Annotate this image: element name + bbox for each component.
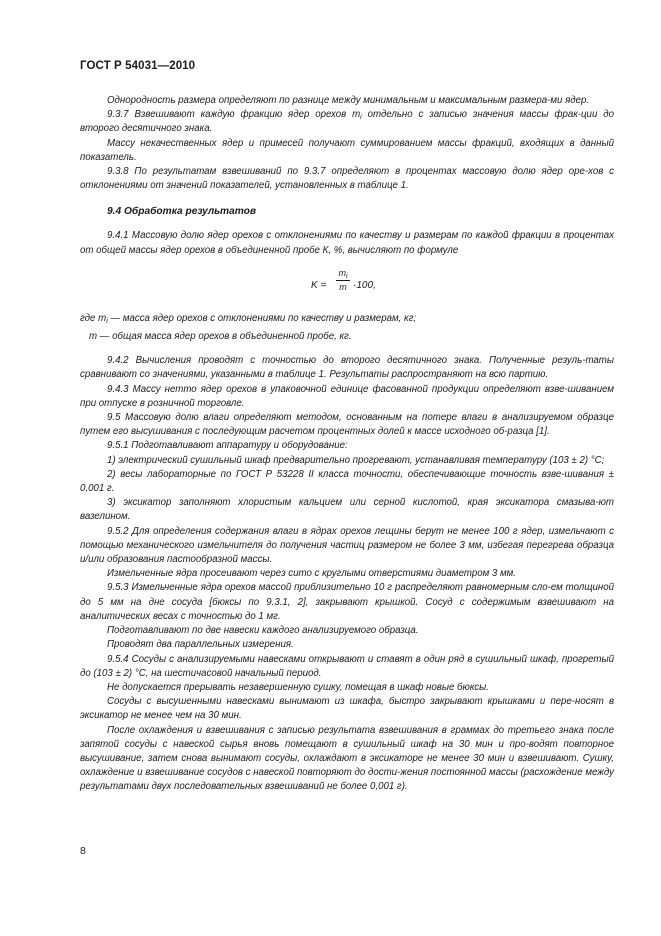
- formula-lhs: K =: [311, 279, 327, 291]
- paragraph-951: 9.5.1 Подготавливают аппаратуру и оборудование:: [107, 440, 348, 452]
- paragraph: Однородность размера определяют по разнице между минимальным и максимальным размера-ми ядер.: [107, 95, 590, 106]
- paragraph-937: [80, 108, 614, 136]
- formula-denominator: m: [339, 281, 347, 292]
- paragraph-954: 9.5.4 Сосуды с анализируемыми навесками открывают и ставят в один ряд в сушильный шкаф, прогретый до (103 ± 2) °С, на шестичасовой начальный период.: [80, 653, 614, 679]
- formula-numerator: $m_i$: [338, 267, 348, 280]
- paragraph: Проводят два параллельных измерения.: [107, 639, 294, 651]
- document-body: [80, 94, 614, 795]
- formula-where-2: m — общая масса ядер орехов в объединенной пробе, кг.: [89, 331, 352, 343]
- subscript: i: [360, 114, 362, 122]
- paragraph: Измельченные ядра просеивают через сито с круглыми отверстиями диаметром 3 мм.: [107, 568, 516, 580]
- numerator-subscript: i: [345, 272, 348, 280]
- paragraph-95: 9.5 Массовую долю влаги определяют методом, основанным на потере влаги в анализируемом образце путем его высушивания с последующим расчетом процентных долей к массе исходного об-разца [1].: [80, 412, 614, 438]
- page-number: 8: [80, 845, 86, 857]
- paragraph: После охлаждения и взвешивания с записью результата взвешивания в граммах до третьего знака после запятой сосуды с навеской сырья вновь помещают в сушильный шкаф на 30 мин и про-водят повторное высушивание, затем снова вынимают сосуды, охлаждают в эксикаторе не менее 30 мин и взвешивают. Сушку, охлаждение и взвешивание сосудов с навеской повторяют до дости-жения постоянной массы (расхождение между результатами двух последовательных взвешиваний не более 0,001 г).: [80, 724, 614, 793]
- formula-fraction: [336, 268, 350, 293]
- list-item-2: 2) весы лабораторные по ГОСТ Р 53228 II класса точности, обеспечивающие точность взве-шивания ± 0,001 г.: [80, 468, 614, 495]
- text-run: отдельно с записью значения массы фрак-ции до второго десятичного знака.: [80, 109, 614, 135]
- paragraph-942: 9.4.2 Вычисления проводят с точностью до второго десятичного знака. Полученные резуль-таты сравнивают со значениями, указанными в таблице 1. Результаты распространяют на всю партию.: [80, 355, 614, 381]
- document-header: ГОСТ Р 54031—2010: [80, 60, 196, 72]
- formula-where-1: где $m_i$ — масса ядер орехов с отклонениями по качеству и размерам, кг;: [80, 312, 417, 325]
- paragraph: Массу некачественных ядер и примесей получают суммированием массы фракций, входящих в данный показатель.: [80, 137, 614, 163]
- paragraph-941: 9.4.1 Массовую долю ядер орехов с отклонениями по качеству и размерам по каждой фракции в процентах от общей массы ядер орехов в объединенной пробе К, %, вычисляют по формуле: [80, 230, 614, 256]
- fraction-bar: [336, 280, 350, 281]
- section-heading: 9.4 Обработка результатов: [107, 206, 257, 218]
- paragraph: Подготавливают по две навески каждого анализируемого образца.: [107, 625, 419, 637]
- list-item-3: 3) эксикатор заполняют хлористым кальцием или серной кислотой, края эксикатора смазыва-ют вазелином.: [80, 497, 614, 523]
- paragraph-938: 9.3.8 По результатам взвешиваний по 9.3.7 определяют в процентах массовую долю ядер оре-хов с отклонениями от значений показателей, установленных в таблице 1.: [80, 166, 614, 192]
- paragraph-943: 9.4.3 Массу нетто ядер орехов в упаковочной единице фасованной продукции определяют взве-шиванием при отпуске в розничной торговле.: [80, 383, 614, 409]
- paragraph-952: 9.5.2 Для определения содержания влаги в ядрах орехов лещины берут не менее 100 г ядер, измельчают с помощью механического измельчителя до получения частиц размером не более 3 мм, избегая перегрева образца и/или образования пастообразной массы.: [80, 525, 614, 566]
- list-item-1: 1) электрический сушильный шкаф предварительно прогревают, устанавливая температуру (103 ± 2) °С;: [107, 454, 605, 466]
- paragraph: Сосуды с высушенными навесками вынимают из шкафа, быстро закрывают крышками и пере-носят в эксикатор не менее чем на 30 мин.: [80, 696, 614, 722]
- subscript: i: [106, 317, 108, 325]
- formula-rhs: ·100,: [353, 279, 376, 291]
- paragraph-953: 9.5.3 Измельченные ядра орехов массой приблизительно 10 г распределяют равномерным сло-ем толщиной до 5 мм на дне сосуда [бюксы по 9.3.1, 2], закрывают крышкой. Сосуд с содержимым взвешивают на аналитических весах с точностью до 1 мг.: [80, 582, 614, 622]
- text-run: 9.3.7 Взвешивают каждую фракцию ядер орехов m: [107, 109, 361, 121]
- formula: [80, 260, 614, 312]
- paragraph: Не допускается прерывать незавершенную сушку, помещая в шкаф новые бюксы.: [107, 681, 489, 693]
